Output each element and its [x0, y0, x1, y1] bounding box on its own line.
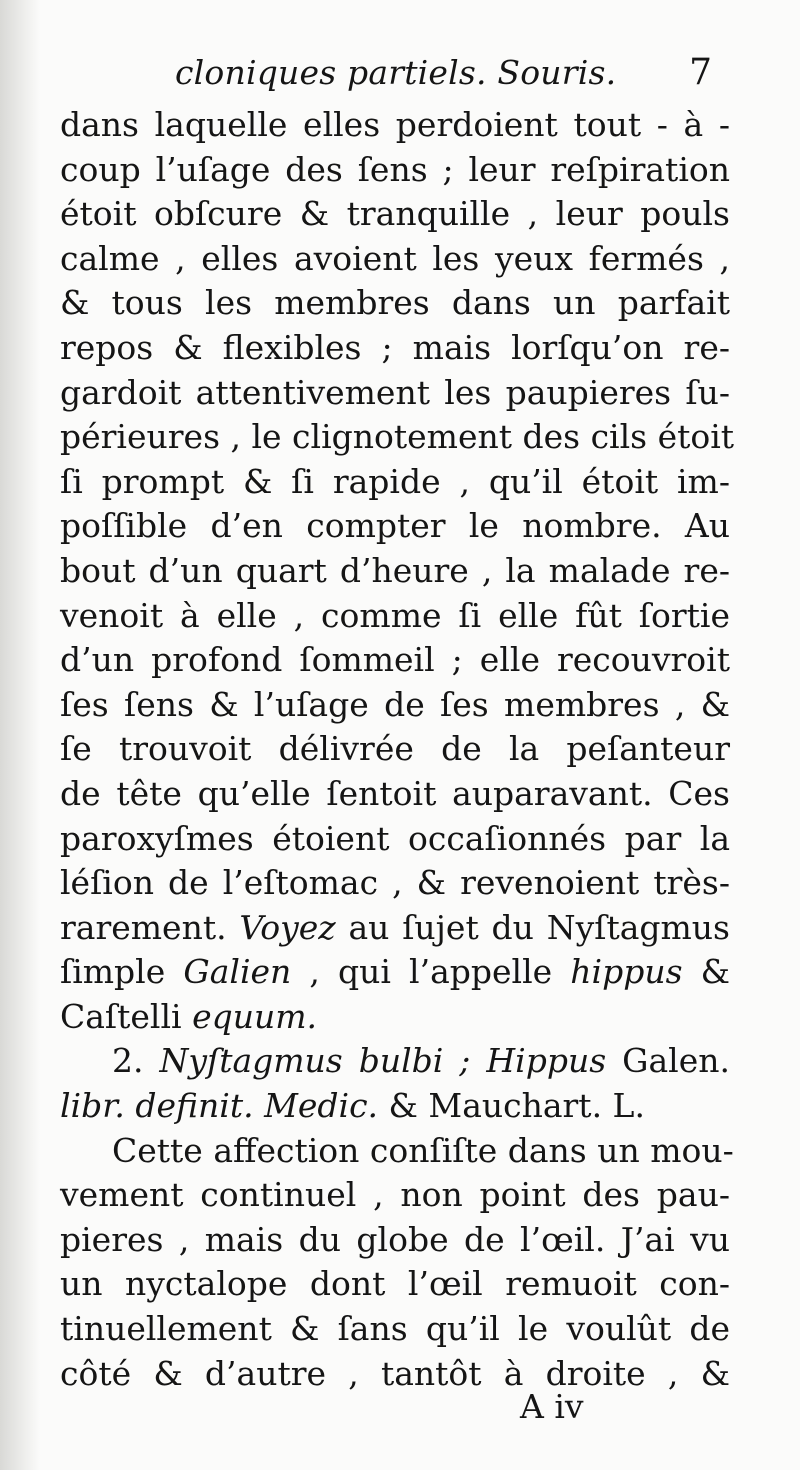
text-line	[60, 192, 730, 237]
text-line	[60, 1084, 730, 1129]
text-line	[60, 326, 730, 371]
text-segment: vement continuel , non point des pau-	[60, 1175, 730, 1215]
text-line	[60, 1352, 730, 1397]
text-line	[60, 772, 730, 817]
text-segment: Caſtelli	[60, 996, 193, 1036]
text-line	[60, 103, 730, 148]
text-line	[60, 861, 730, 906]
text-segment: &	[682, 952, 730, 992]
text-segment: Cette affection conſiſte dans un mou-	[112, 1130, 734, 1170]
text-segment: d’un profond ſommeil ; elle recouvroit	[60, 640, 730, 680]
text-line	[60, 371, 730, 416]
text-line	[60, 460, 730, 505]
text-segment: venoit à elle , comme ſi elle fût ſortie	[60, 595, 730, 635]
text-segment: ſi prompt & ſi rapide , qu’il étoit im-	[60, 461, 730, 501]
text-segment: ſe trouvoit délivrée de la peſanteur	[60, 729, 730, 769]
text-line	[60, 683, 730, 728]
text-line	[60, 995, 730, 1040]
italic-text: equum.	[192, 996, 318, 1036]
text-segment: paroxyſmes étoient occaſionnés par la	[60, 818, 730, 858]
text-line	[60, 504, 730, 549]
text-segment: de tête qu’elle ſentoit auparavant. Ces	[60, 773, 730, 813]
text-segment: un nyctalope dont l’œil remuoit con-	[60, 1264, 730, 1304]
body-text	[60, 103, 735, 1396]
text-segment: coup l’uſage des ſens ; leur reſpiration	[60, 149, 730, 189]
text-segment: au ſujet du Nyſtagmus	[335, 907, 730, 947]
text-segment: & tous les membres dans un parfait	[60, 283, 730, 323]
text-segment: ſes ſens & l’uſage de ſes membres , &	[60, 684, 730, 724]
text-segment: léſion de l’eſtomac , & revenoient très-	[60, 863, 730, 903]
italic-text: libr. definit. Medic.	[60, 1086, 379, 1126]
gutter-shadow	[0, 0, 40, 1470]
text-line	[60, 415, 735, 460]
text-segment: côté & d’autre , tantôt à droite , &	[60, 1353, 730, 1393]
text-line	[60, 1173, 730, 1218]
italic-text: Galien	[183, 952, 292, 992]
text-segment: dans laquelle elles perdoient tout - à -	[60, 105, 730, 144]
text-line	[60, 817, 730, 862]
text-line	[60, 906, 730, 951]
text-segment: calme , elles avoient les yeux fermés ,	[60, 238, 730, 278]
text-segment: Galen.	[606, 1041, 730, 1081]
text-segment: , qui l’appelle	[291, 952, 571, 992]
text-line	[60, 148, 730, 193]
text-segment: & Mauchart. L.	[378, 1086, 645, 1126]
italic-text: hippus	[570, 952, 683, 992]
text-segment: étoit obſcure & tranquille , leur pouls	[60, 194, 730, 234]
text-line	[60, 1129, 734, 1174]
text-segment: pieres , mais du globe de l’œil. J’ai vu	[60, 1219, 730, 1259]
italic-text: Nyſtagmus bulbi ; Hippus	[159, 1041, 607, 1081]
text-segment: ſimple	[60, 952, 184, 992]
text-segment: tinuellement & ſans qu’il le voulût de	[60, 1309, 730, 1349]
italic-text: Voyez	[239, 907, 336, 947]
signature-mark: A iv	[520, 1387, 584, 1426]
text-line	[60, 950, 730, 995]
text-line	[60, 237, 730, 282]
text-segment: poſſible d’en compter le nombre. Au	[60, 506, 730, 546]
text-line	[60, 594, 730, 639]
text-segment: gardoit attentivement les paupieres ſu-	[60, 372, 730, 412]
text-line	[60, 638, 730, 683]
text-line	[60, 727, 730, 772]
text-segment: bout d’un quart d’heure , la malade re-	[60, 550, 730, 590]
text-line	[60, 1307, 730, 1352]
text-line	[60, 281, 730, 326]
text-line	[60, 549, 730, 594]
text-segment: périeures , le clignotement des cils étoit	[60, 417, 735, 457]
text-segment: 2.	[112, 1041, 160, 1081]
text-segment: rarement.	[60, 907, 240, 947]
text-segment: repos & flexibles ; mais lorſqu’on re-	[60, 327, 730, 367]
text-line	[60, 1262, 730, 1307]
page-number: 7	[689, 52, 712, 93]
text-line	[60, 1039, 730, 1084]
text-line	[60, 1218, 730, 1263]
running-title: cloniques partiels. Souris.	[175, 53, 617, 92]
running-head	[175, 48, 740, 98]
